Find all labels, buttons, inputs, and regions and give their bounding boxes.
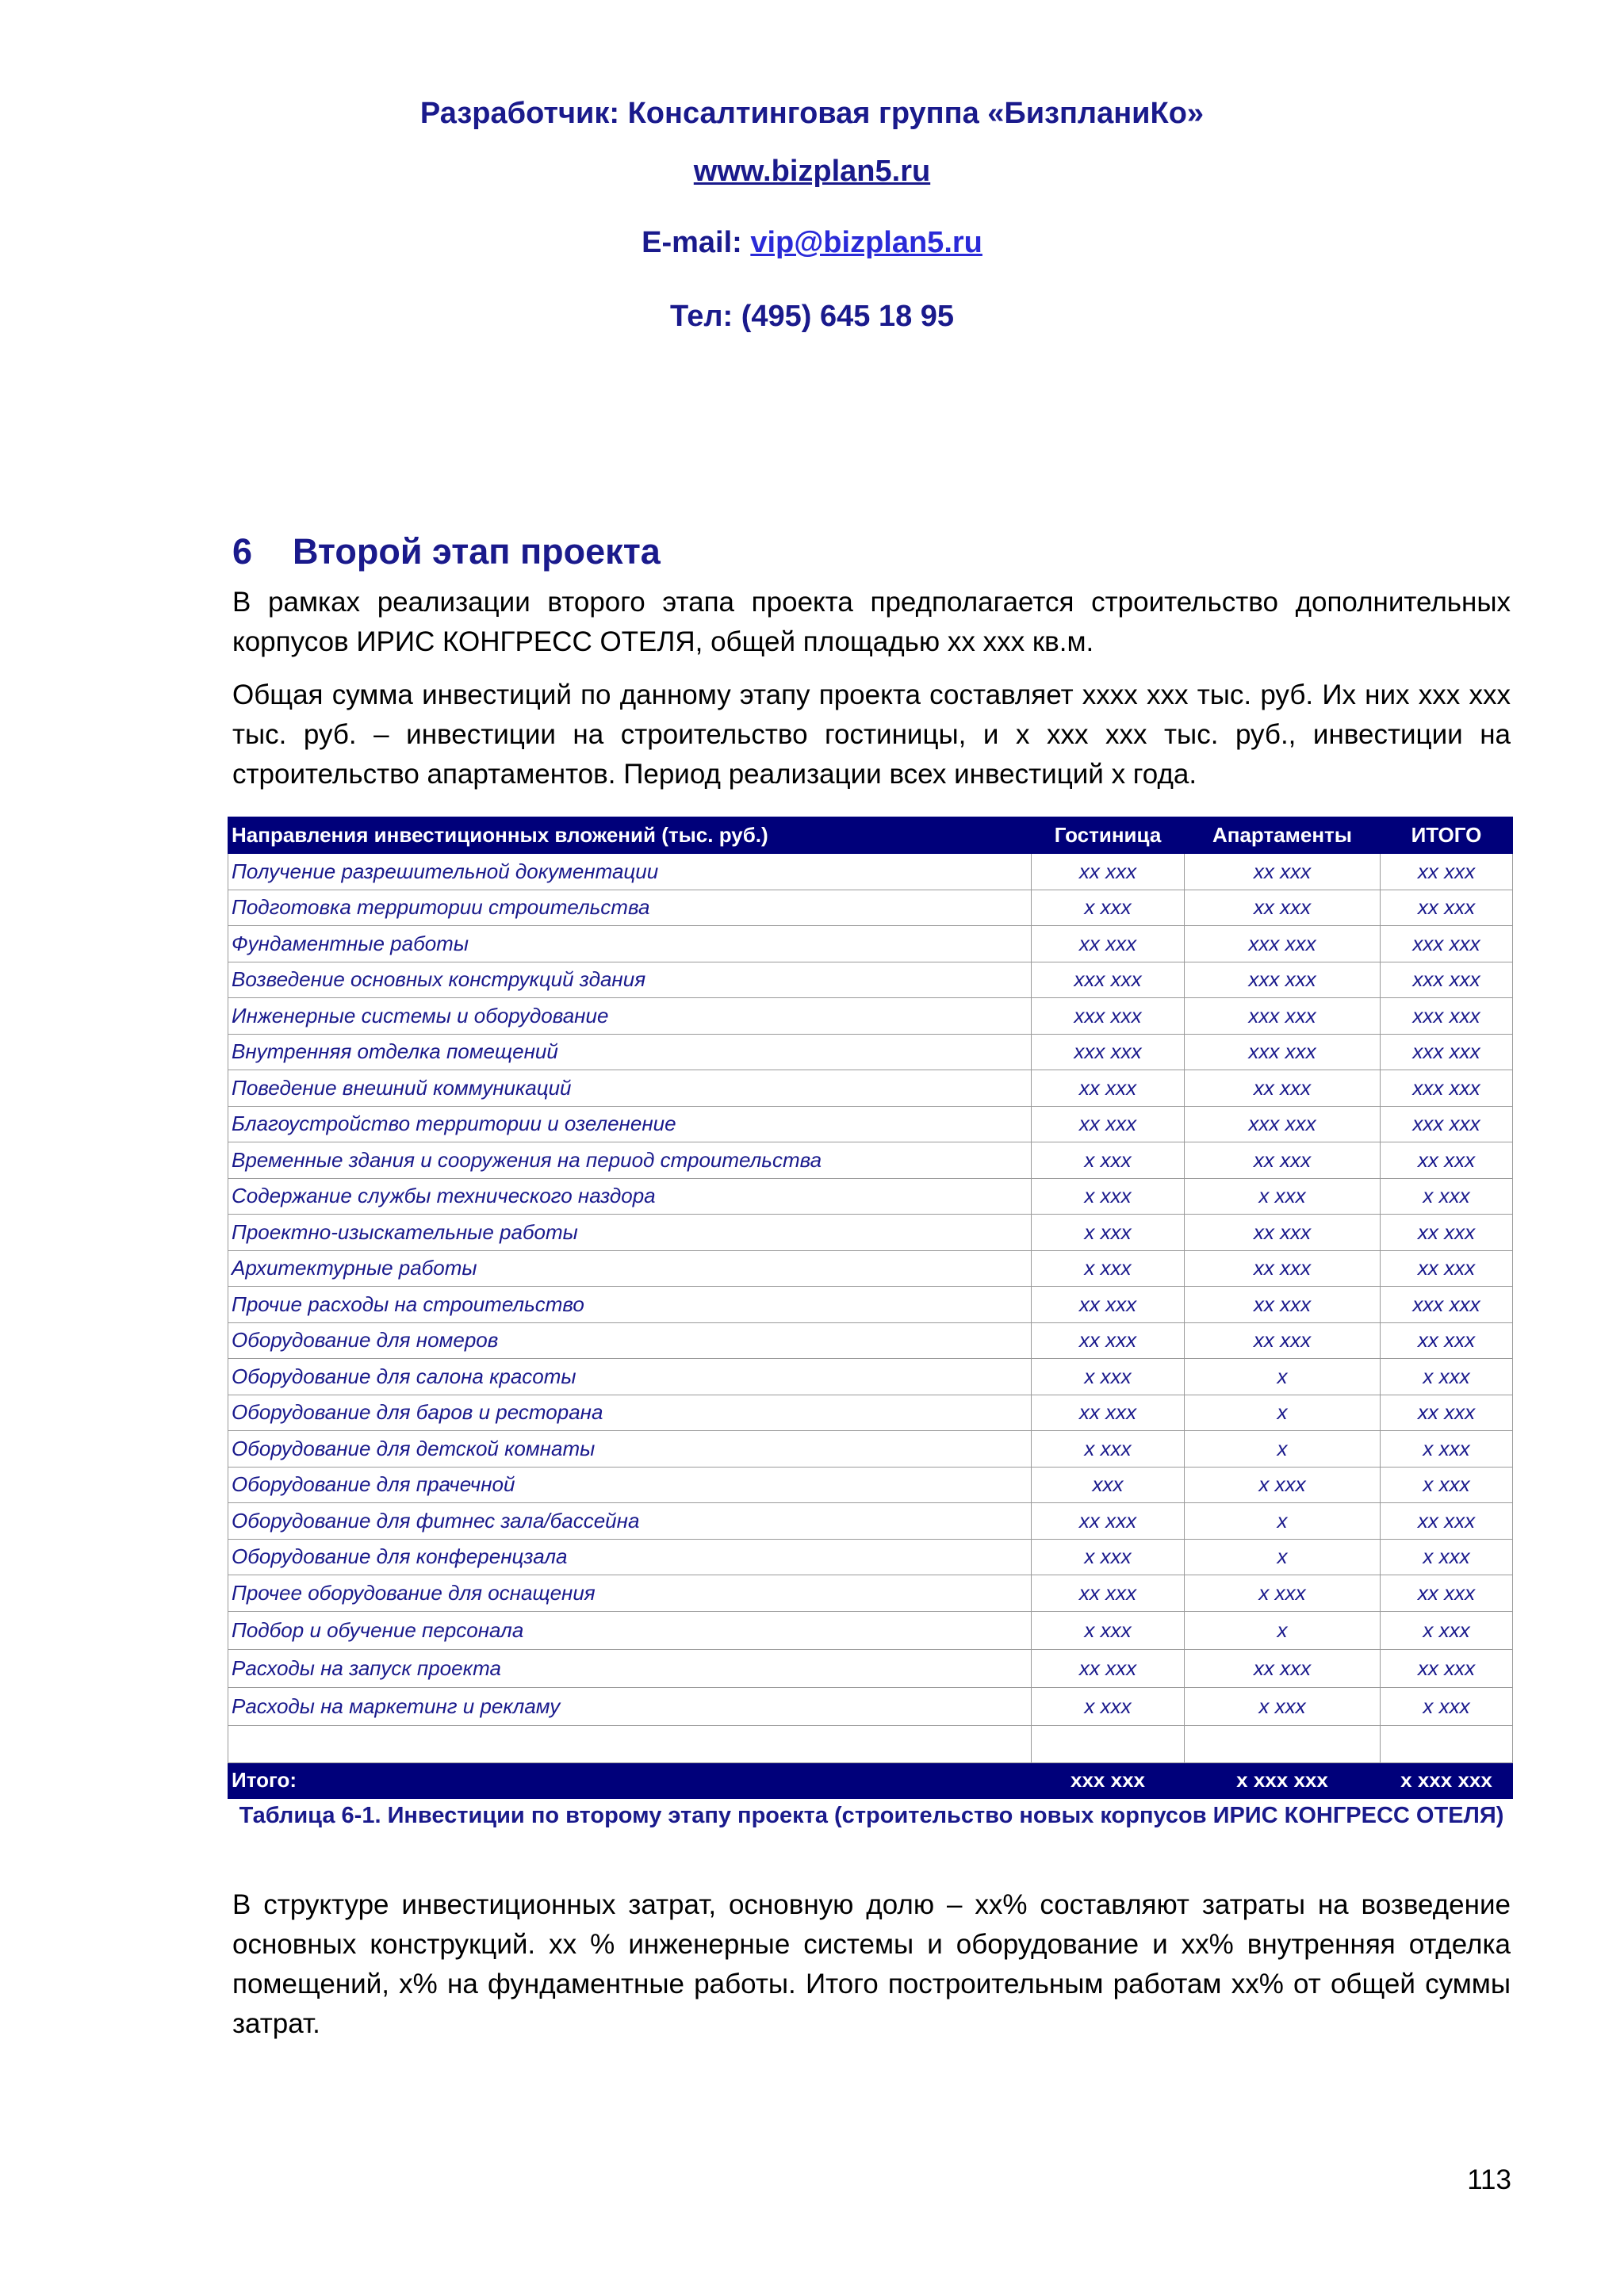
row-label-cell: Расходы на запуск проекта: [228, 1649, 1032, 1687]
row-value-cell: хх ххх: [1381, 1503, 1513, 1540]
table-row: [228, 926, 1513, 962]
website-link-row: [0, 155, 1624, 189]
row-value-cell: хх ххх: [1032, 926, 1185, 962]
row-value-cell: х: [1185, 1539, 1381, 1575]
row-value-cell: х ххх: [1381, 1431, 1513, 1468]
row-value-cell: хх ххх: [1032, 1070, 1185, 1107]
row-value-cell: хх ххх: [1185, 1215, 1381, 1251]
row-value-cell: х ххх: [1381, 1359, 1513, 1395]
empty-cell: [1381, 1725, 1513, 1762]
row-label-cell: Оборудование для детской комнаты: [228, 1431, 1032, 1468]
paragraph-cost-structure: В структуре инвестиционных затрат, основную долю – хх% составляют затраты на возведение основных конструкций. хх % инженерные системы и оборудование и хх% внутренняя отделка помещений, х% на фундаментные работы. Итого построительным работам хх% от общей суммы затрат.: [232, 1889, 1511, 2039]
email-row: [0, 226, 1624, 260]
row-value-cell: ххх ххх: [1381, 1106, 1513, 1142]
table-row: [228, 1250, 1513, 1287]
empty-row: [228, 1725, 1513, 1762]
row-value-cell: хх ххх: [1032, 1322, 1185, 1359]
table-row: [228, 1322, 1513, 1359]
row-value-cell: х ххх: [1381, 1467, 1513, 1503]
row-label-cell: Благоустройство территории и озеленение: [228, 1106, 1032, 1142]
row-value-cell: ххх ххх: [1381, 998, 1513, 1035]
row-value-cell: хх ххх: [1381, 1575, 1513, 1612]
table-row: [228, 890, 1513, 926]
row-value-cell: х ххх: [1032, 1687, 1185, 1725]
header-cell-hotel: Гостиница: [1032, 817, 1185, 854]
table-row: [228, 1649, 1513, 1687]
table-row: [228, 1395, 1513, 1431]
row-value-cell: ххх ххх: [1381, 926, 1513, 962]
row-value-cell: хх ххх: [1185, 1287, 1381, 1323]
row-value-cell: хх ххх: [1381, 1142, 1513, 1179]
table-row: [228, 998, 1513, 1035]
row-value-cell: х: [1185, 1503, 1381, 1540]
table-row: [228, 1106, 1513, 1142]
row-label-cell: Прочее оборудование для оснащения: [228, 1575, 1032, 1612]
table-row: [228, 1431, 1513, 1468]
row-label-cell: Оборудование для прачечной: [228, 1467, 1032, 1503]
table-row: [228, 1034, 1513, 1070]
section-number: 6: [232, 531, 253, 572]
total-value-cell: х ххх ххх: [1381, 1762, 1513, 1798]
row-value-cell: х ххх: [1381, 1178, 1513, 1215]
email-link[interactable]: vip@bizplan5.ru: [750, 226, 982, 259]
row-value-cell: хх ххх: [1185, 1649, 1381, 1687]
row-value-cell: х ххх: [1032, 1178, 1185, 1215]
row-value-cell: хх ххх: [1381, 1215, 1513, 1251]
row-value-cell: х ххх: [1185, 1467, 1381, 1503]
total-row: [228, 1762, 1513, 1798]
table-row: [228, 1215, 1513, 1251]
row-value-cell: хх ххх: [1032, 1575, 1185, 1612]
table-row: [228, 1178, 1513, 1215]
row-value-cell: ххх ххх: [1185, 998, 1381, 1035]
total-value-cell: ххх ххх: [1032, 1762, 1185, 1798]
paragraph-investment-sum: Общая сумма инвестиций по данному этапу проекта составляет хххх ххх тыс. руб. Их них ххх ххх тыс. руб. – инвестиции на строительство гостиницы, и х ххх ххх тыс. руб., инвестиции на строительство апартаментов. Период реализации всех инвестиций х года.: [232, 679, 1511, 790]
row-label-cell: Оборудование для конференцзала: [228, 1539, 1032, 1575]
header-cell-direction: Направления инвестиционных вложений (тыс. руб.): [228, 817, 1032, 854]
row-value-cell: ххх ххх: [1381, 1287, 1513, 1323]
phone-line: Тел: (495) 645 18 95: [669, 300, 955, 333]
row-value-cell: ххх ххх: [1381, 1034, 1513, 1070]
investment-table: [228, 817, 1513, 1799]
row-value-cell: хх ххх: [1032, 1503, 1185, 1540]
row-value-cell: хх ххх: [1032, 854, 1185, 890]
empty-cell: [228, 1725, 1032, 1762]
row-label-cell: Проектно-изыскательные работы: [228, 1215, 1032, 1251]
total-value-cell: х ххх ххх: [1185, 1762, 1381, 1798]
table-row: [228, 962, 1513, 998]
row-value-cell: хх ххх: [1381, 854, 1513, 890]
header-cell-apartments: Апартаменты: [1185, 817, 1381, 854]
empty-cell: [1032, 1725, 1185, 1762]
row-value-cell: х ххх: [1185, 1178, 1381, 1215]
row-label-cell: Подготовка территории строительства: [228, 890, 1032, 926]
row-value-cell: ххх ххх: [1032, 962, 1185, 998]
row-value-cell: ххх ххх: [1185, 926, 1381, 962]
row-label-cell: Поведение внешний коммуникаций: [228, 1070, 1032, 1107]
section-title: Второй этап проекта: [293, 531, 661, 572]
table-header-row: [228, 817, 1513, 854]
row-label-cell: Инженерные системы и оборудование: [228, 998, 1032, 1035]
row-value-cell: ххх ххх: [1032, 998, 1185, 1035]
page-number: 113: [1467, 2164, 1511, 2195]
row-value-cell: ххх ххх: [1185, 962, 1381, 998]
table-row: [228, 1611, 1513, 1649]
table-row: [228, 1142, 1513, 1179]
row-label-cell: Прочие расходы на строительство: [228, 1287, 1032, 1323]
table-row: [228, 1467, 1513, 1503]
row-value-cell: хх ххх: [1185, 1070, 1381, 1107]
row-value-cell: хх ххх: [1032, 1287, 1185, 1323]
row-label-cell: Возведение основных конструкций здания: [228, 962, 1032, 998]
row-value-cell: ххх ххх: [1185, 1034, 1381, 1070]
row-value-cell: х ххх: [1032, 1250, 1185, 1287]
row-value-cell: х: [1185, 1395, 1381, 1431]
row-value-cell: хх ххх: [1381, 1395, 1513, 1431]
section-heading: [232, 531, 661, 572]
row-value-cell: х: [1185, 1611, 1381, 1649]
row-value-cell: ххх ххх: [1185, 1106, 1381, 1142]
row-value-cell: ххх ххх: [1032, 1034, 1185, 1070]
row-value-cell: х ххх: [1381, 1539, 1513, 1575]
row-value-cell: ххх ххх: [1381, 962, 1513, 998]
row-value-cell: хх ххх: [1032, 1649, 1185, 1687]
row-value-cell: х: [1185, 1431, 1381, 1468]
row-value-cell: хх ххх: [1381, 1322, 1513, 1359]
row-label-cell: Временные здания и сооружения на период строительства: [228, 1142, 1032, 1179]
table-row: [228, 1575, 1513, 1612]
row-value-cell: хх ххх: [1185, 1250, 1381, 1287]
table-row: [228, 1503, 1513, 1540]
row-label-cell: Внутренняя отделка помещений: [228, 1034, 1032, 1070]
table-row: [228, 1287, 1513, 1323]
row-value-cell: х ххх: [1032, 1215, 1185, 1251]
table-row: [228, 854, 1513, 890]
row-label-cell: Оборудование для фитнес зала/бассейна: [228, 1503, 1032, 1540]
row-value-cell: х ххх: [1185, 1687, 1381, 1725]
row-value-cell: хх ххх: [1381, 890, 1513, 926]
website-link[interactable]: www.bizplan5.ru: [693, 155, 931, 188]
row-label-cell: Оборудование для баров и ресторана: [228, 1395, 1032, 1431]
table-row: [228, 1359, 1513, 1395]
row-value-cell: ххх ххх: [1381, 1070, 1513, 1107]
row-value-cell: х ххх: [1381, 1611, 1513, 1649]
row-label-cell: Расходы на маркетинг и рекламу: [228, 1687, 1032, 1725]
row-label-cell: Архитектурные работы: [228, 1250, 1032, 1287]
developer-line: Разработчик: Консалтинговая группа «БизпланиКо»: [419, 97, 1205, 130]
row-value-cell: х ххх: [1032, 1431, 1185, 1468]
row-label-cell: Подбор и обучение персонала: [228, 1611, 1032, 1649]
table-row: [228, 1687, 1513, 1725]
row-value-cell: х ххх: [1032, 1359, 1185, 1395]
row-value-cell: хх ххх: [1185, 1322, 1381, 1359]
row-value-cell: х ххх: [1032, 1611, 1185, 1649]
email-label: E-mail:: [642, 226, 751, 259]
table-row: [228, 1539, 1513, 1575]
row-value-cell: х ххх: [1032, 1142, 1185, 1179]
row-value-cell: х ххх: [1032, 1539, 1185, 1575]
row-value-cell: хх ххх: [1185, 1142, 1381, 1179]
row-label-cell: Получение разрешительной документации: [228, 854, 1032, 890]
row-value-cell: х ххх: [1381, 1687, 1513, 1725]
row-label-cell: Фундаментные работы: [228, 926, 1032, 962]
empty-cell: [1185, 1725, 1381, 1762]
row-label-cell: Оборудование для номеров: [228, 1322, 1032, 1359]
paragraph-intro: В рамках реализации второго этапа проекта предполагается строительство дополнительных корпусов ИРИС КОНГРЕСС ОТЕЛЯ, общей площадью хх ххх кв.м.: [232, 587, 1511, 657]
row-label-cell: Содержание службы технического наздора: [228, 1178, 1032, 1215]
row-value-cell: х: [1185, 1359, 1381, 1395]
row-value-cell: хх ххх: [1032, 1395, 1185, 1431]
header-cell-total: ИТОГО: [1381, 817, 1513, 854]
row-value-cell: х ххх: [1185, 1575, 1381, 1612]
row-value-cell: х ххх: [1032, 890, 1185, 926]
table-row: [228, 1070, 1513, 1107]
row-value-cell: хх ххх: [1185, 890, 1381, 926]
row-value-cell: ххх: [1032, 1467, 1185, 1503]
row-value-cell: хх ххх: [1381, 1250, 1513, 1287]
total-label-cell: Итого:: [228, 1762, 1032, 1798]
row-value-cell: хх ххх: [1381, 1649, 1513, 1687]
row-label-cell: Оборудование для салона красоты: [228, 1359, 1032, 1395]
row-value-cell: хх ххх: [1185, 854, 1381, 890]
row-value-cell: хх ххх: [1032, 1106, 1185, 1142]
table-caption: Таблица 6-1. Инвестиции по второму этапу проекта (строительство новых корпусов ИРИС КОНГРЕСС ОТЕЛЯ): [239, 1803, 1504, 1828]
